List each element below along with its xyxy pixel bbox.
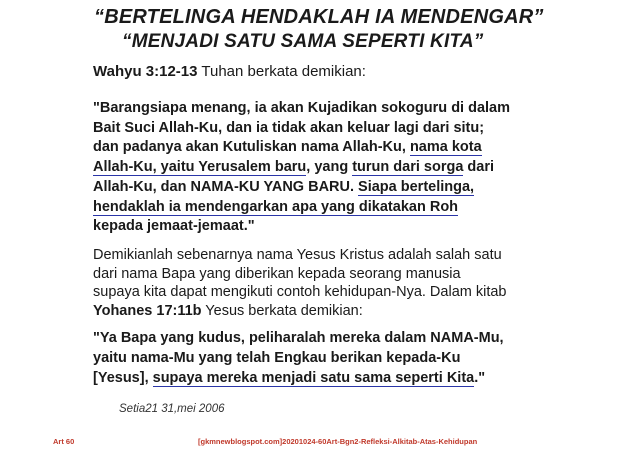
paragraph-reference: Yohanes 17:11b [93, 302, 202, 319]
quote-text: dan padanya akan Kutuliskan nama Allah-Ku, [93, 139, 410, 156]
signature-date: Setia21 31,mei 2006 [119, 403, 225, 415]
quote-line [93, 368, 563, 388]
underlined-text: Siapa bertelinga, [358, 178, 475, 195]
underlined-text: Allah-Ku, yaitu Yerusalem baru [93, 159, 307, 176]
quote-line: "Barangsiapa menang, ia akan Kujadikan sokoguru di dalam [93, 100, 511, 116]
quote-line [93, 138, 553, 158]
quote-line [93, 198, 553, 218]
quote-line [93, 178, 553, 198]
title-line-1: “BERTELINGA HENDAKLAH IA MENDENGAR” [94, 6, 544, 28]
footer-source: [gkmnewblogspot.com]20201024-60Art-Bgn2-Refleksi-Alkitab-Atas-Kehidupan [198, 437, 478, 446]
quote-text: [Yesus], [93, 370, 153, 386]
quote-line: yaitu nama-Mu yang telah Engkau berikan kepada-Ku [93, 350, 461, 366]
quote-text: dari [463, 159, 495, 176]
underlined-text: supaya mereka menjadi satu sama seperti Kita [152, 370, 475, 386]
intro-text: Tuhan berkata demikian: [197, 63, 366, 80]
title-line-2: “MENJADI SATU SAMA SEPERTI KITA” [122, 31, 484, 52]
quote-text: , yang [306, 159, 353, 176]
paragraph-line: supaya kita dapat mengikuti contoh kehidupan-Nya. Dalam kitab [93, 284, 507, 300]
quote-john [93, 328, 563, 388]
quote-line [93, 158, 553, 178]
quote-line: Bait Suci Allah-Ku, dan ia tidak akan keluar lagi dari situ; [93, 119, 485, 136]
underlined-text: nama kota [409, 139, 482, 156]
quote-text: ." [474, 370, 486, 386]
body-paragraph [93, 246, 563, 320]
quote-revelation [93, 99, 553, 237]
paragraph-line: dari nama Bapa yang diberikan kepada seorang manusia [93, 265, 461, 282]
quote-line: "Ya Bapa yang kudus, peliharalah mereka dalam NAMA-Mu, [93, 330, 504, 346]
paragraph-line: Demikianlah sebenarnya nama Yesus Kristus adalah salah satu [93, 247, 502, 263]
quote-text: Allah-Ku, dan NAMA-KU YANG BARU. [93, 178, 359, 195]
footer-article-number: Art 60 [53, 437, 75, 446]
paragraph-line [93, 302, 563, 321]
intro-line [93, 63, 366, 80]
underlined-text: hendaklah ia mendengarkan apa yang dikatakan Roh [93, 198, 459, 215]
underlined-text: turun dari sorga [352, 159, 464, 176]
intro-reference: Wahyu 3:12-13 [93, 63, 198, 80]
quote-line: kepada jemaat-jemaat." [93, 218, 255, 235]
paragraph-text: Yesus berkata demikian: [201, 302, 363, 319]
